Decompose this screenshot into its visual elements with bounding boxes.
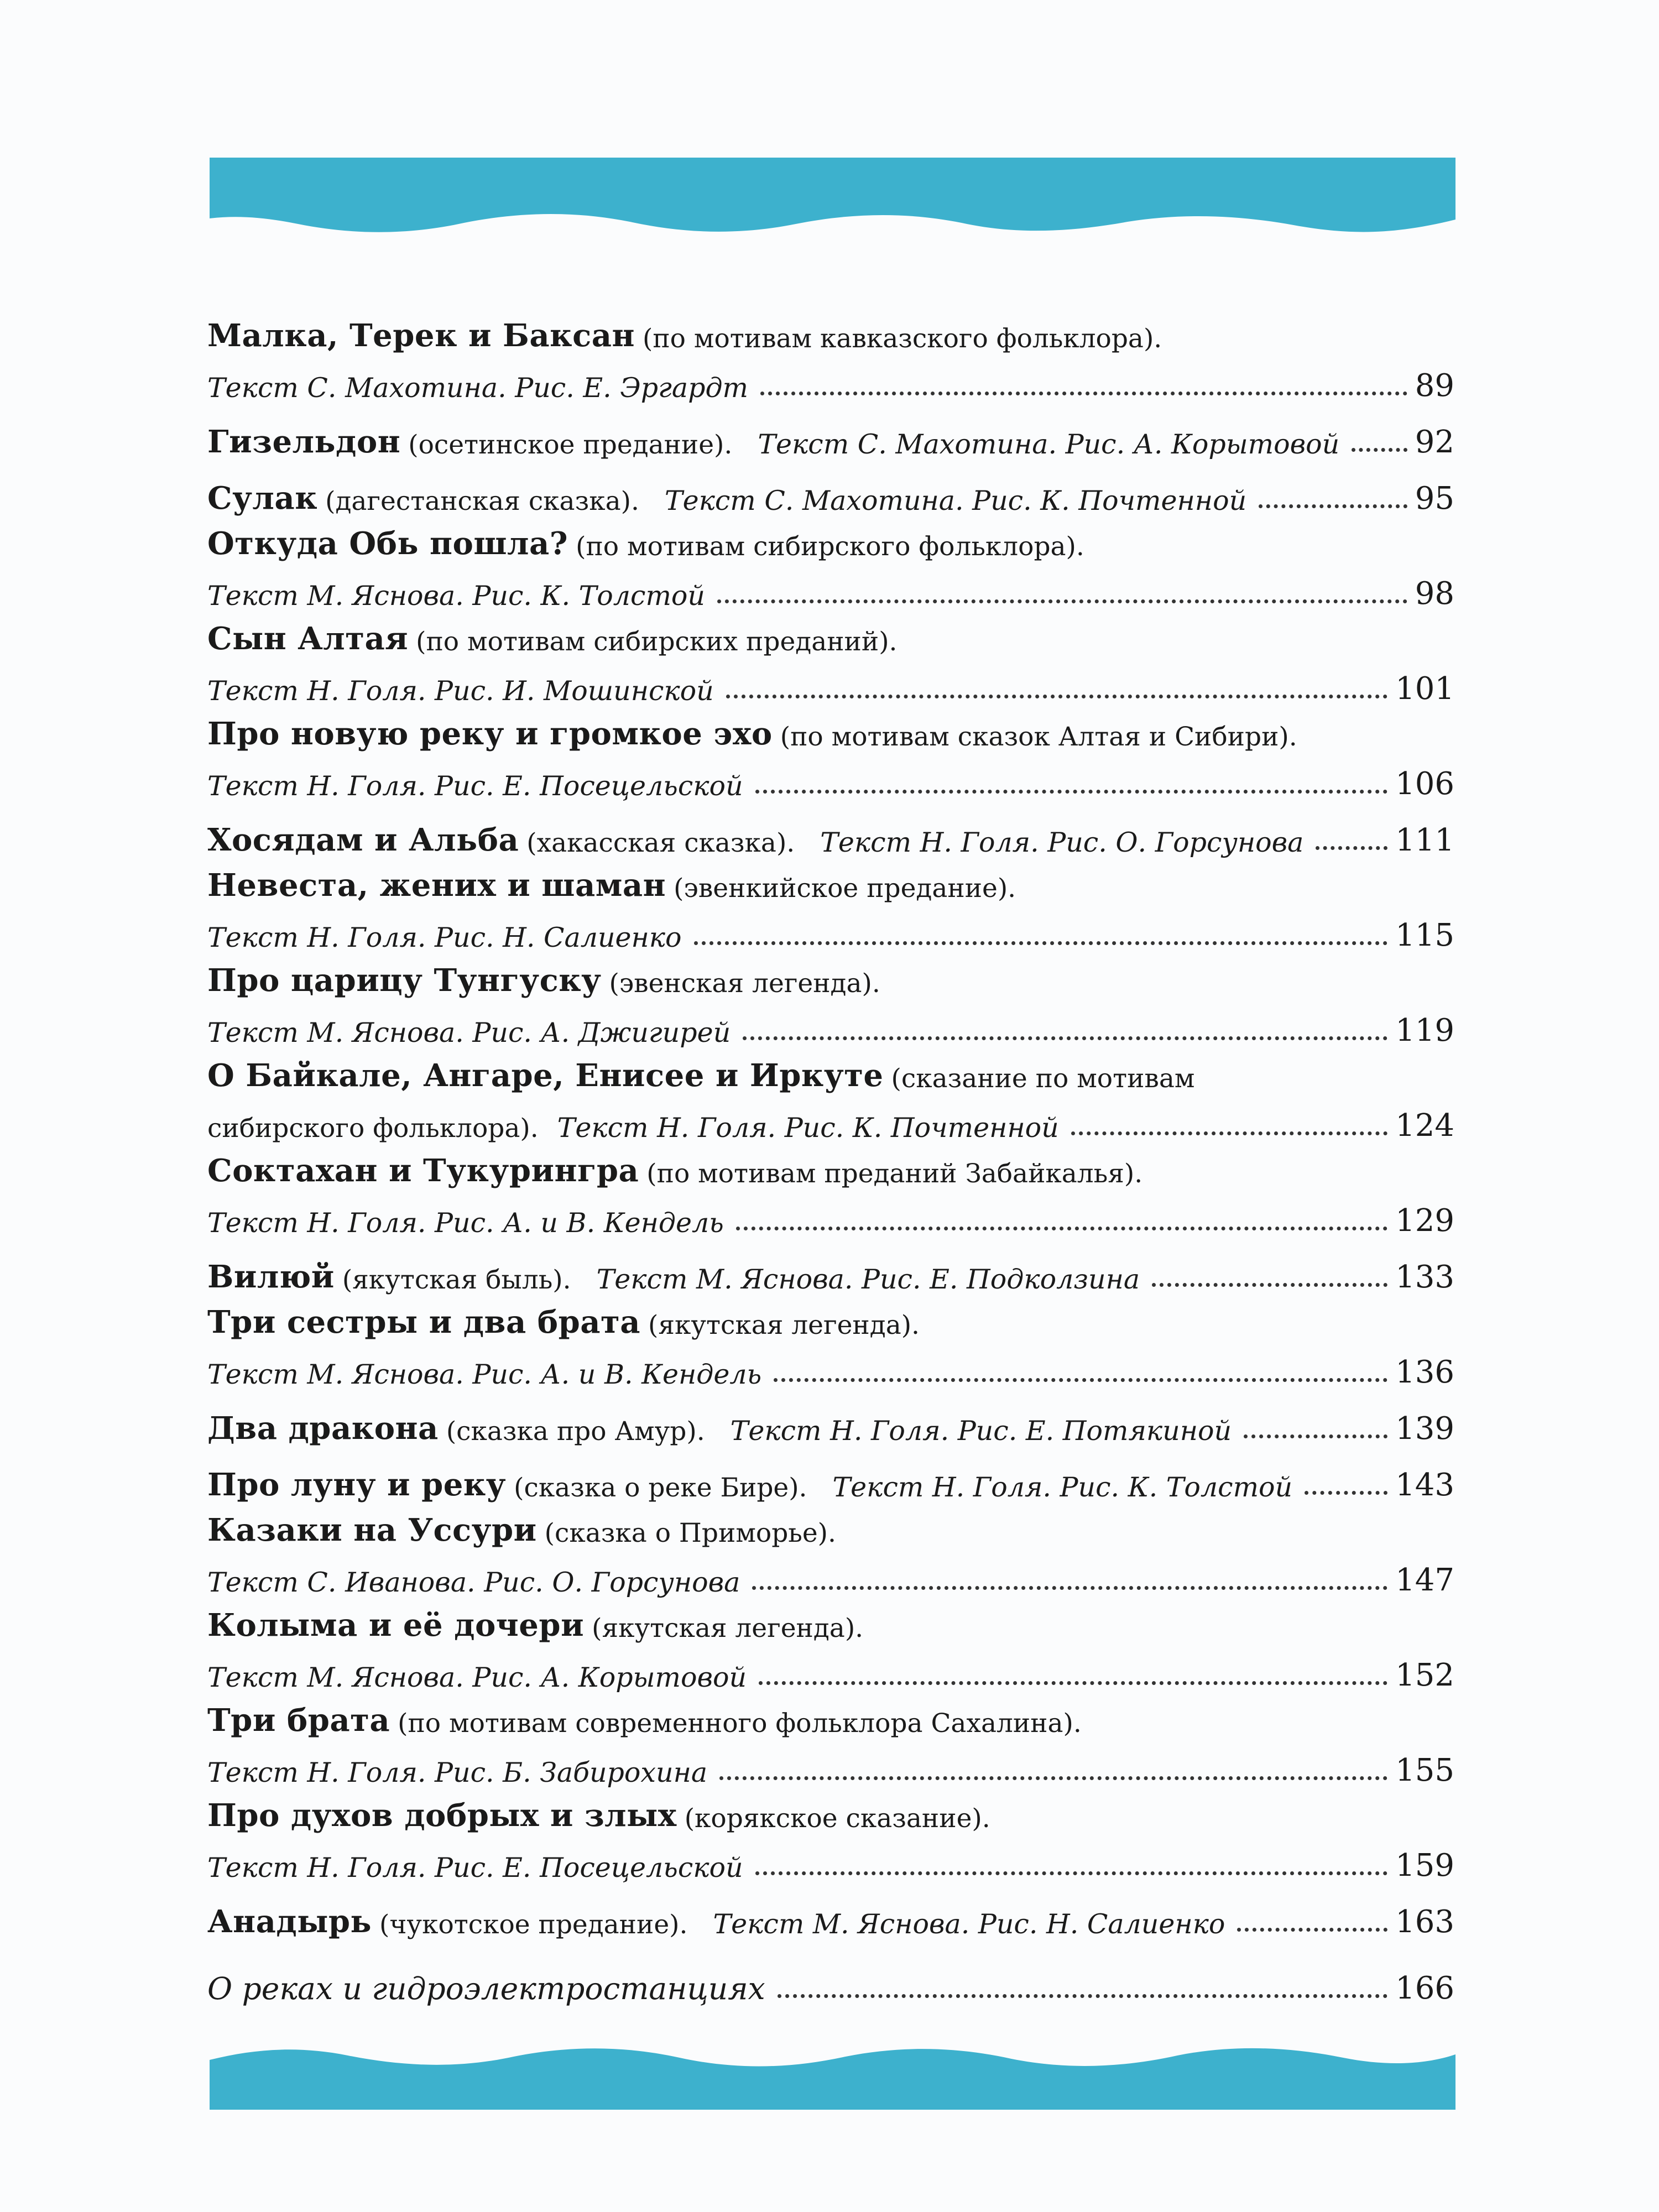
page-number: 129 bbox=[1395, 1203, 1454, 1239]
page-number: 89 bbox=[1415, 368, 1454, 404]
entry-credit: Текст М. Яснова. Рис. К. Толстой bbox=[207, 580, 705, 612]
toc-entry[interactable] bbox=[207, 802, 1454, 858]
entry-title: Вилюй bbox=[207, 1259, 335, 1295]
entry-genre: (якутская легенда). bbox=[592, 1613, 864, 1644]
entry-credit: Текст Н. Голя. Рис. И. Мошинской bbox=[207, 675, 714, 707]
leader-dots bbox=[1152, 1283, 1387, 1287]
entry-genre: (эвенская легенда). bbox=[609, 968, 880, 999]
toc-line-title bbox=[207, 858, 1454, 904]
entry-credit: Текст М. Яснова. Рис. Н. Салиенко bbox=[713, 1908, 1225, 1940]
entry-genre: (по мотивам сибирских преданий). bbox=[416, 627, 898, 657]
entry-genre: (эвенкийское предание). bbox=[674, 873, 1016, 904]
toc-line bbox=[207, 404, 1454, 460]
toc-line-title bbox=[207, 612, 1454, 657]
toc-line bbox=[207, 1239, 1454, 1295]
page-number: 133 bbox=[1395, 1259, 1454, 1295]
leader-dots bbox=[778, 1994, 1387, 1998]
entry-genre: (сказание по мотивам bbox=[891, 1063, 1195, 1094]
entry-title: Малка, Терек и Баксан bbox=[207, 317, 635, 354]
toc-entry[interactable] bbox=[207, 707, 1454, 802]
leader-dots bbox=[1071, 1131, 1387, 1135]
toc-line-credit bbox=[207, 999, 1454, 1048]
leader-dots bbox=[1237, 1928, 1387, 1932]
entry-credit: Текст Н. Голя. Рис. К. Толстой bbox=[832, 1472, 1293, 1503]
toc-entry[interactable] bbox=[207, 1048, 1454, 1144]
wave-shape bbox=[210, 2038, 1455, 2110]
toc-line-title bbox=[207, 1503, 1454, 1548]
toc-entry[interactable] bbox=[207, 1390, 1454, 1447]
entry-genre: (чукотское предание). bbox=[379, 1910, 688, 1940]
leader-dots bbox=[736, 1227, 1387, 1230]
decorative-wave-band-bottom bbox=[210, 2038, 1455, 2110]
entry-credit: Текст Н. Голя. Рис. Н. Салиенко bbox=[207, 922, 682, 953]
toc-line-credit bbox=[207, 354, 1454, 404]
page-number: 111 bbox=[1395, 822, 1454, 858]
toc-entry[interactable] bbox=[207, 1239, 1454, 1295]
page-number: 115 bbox=[1395, 917, 1454, 953]
table-of-contents bbox=[207, 309, 1454, 2006]
toc-line-title bbox=[207, 1788, 1454, 1834]
entry-credit: Текст Н. Голя. Рис. Е. Потякиной bbox=[730, 1415, 1232, 1447]
toc-line-credit bbox=[207, 1739, 1454, 1788]
entry-genre: (по мотивам кавказского фольклора). bbox=[642, 324, 1162, 354]
wave-shape bbox=[210, 158, 1455, 238]
toc-entry[interactable] bbox=[207, 404, 1454, 460]
toc-line-title bbox=[207, 1693, 1454, 1739]
toc-entry[interactable] bbox=[207, 309, 1454, 404]
toc-line-title bbox=[207, 1295, 1454, 1340]
decorative-wave-band-top bbox=[210, 158, 1455, 238]
entry-credit: Текст Н. Голя. Рис. К. Почтенной bbox=[557, 1112, 1059, 1144]
toc-entry[interactable] bbox=[207, 517, 1454, 612]
toc-entry[interactable] bbox=[207, 1295, 1454, 1390]
entry-title: Невеста, жених и шаман bbox=[207, 867, 666, 904]
leader-dots bbox=[1305, 1491, 1387, 1495]
entry-title: Про царицу Тунгуску bbox=[207, 962, 602, 999]
page-number: 139 bbox=[1395, 1411, 1454, 1447]
toc-entry[interactable] bbox=[207, 612, 1454, 707]
page-number: 92 bbox=[1415, 424, 1454, 460]
entry-credit: Текст М. Яснова. Рис. Е. Подколзина bbox=[596, 1264, 1140, 1295]
toc-entry[interactable] bbox=[207, 858, 1454, 953]
entry-title: Про луну и реку bbox=[207, 1467, 507, 1503]
page-number: 166 bbox=[1395, 1970, 1454, 2006]
page-number: 143 bbox=[1395, 1467, 1454, 1503]
entry-title: Анадырь bbox=[207, 1903, 372, 1940]
entry-title: Откуда Обь пошла? bbox=[207, 525, 568, 562]
toc-line-credit bbox=[207, 1644, 1454, 1693]
toc-line bbox=[207, 1447, 1454, 1503]
leader-dots bbox=[1244, 1434, 1387, 1438]
toc-line-credit bbox=[207, 1834, 1454, 1884]
entry-credit: Текст С. Махотина. Рис. А. Корытовой bbox=[758, 429, 1340, 460]
toc-entry[interactable] bbox=[207, 1693, 1454, 1788]
toc-entry[interactable] bbox=[207, 1598, 1454, 1693]
toc-entry[interactable] bbox=[207, 1503, 1454, 1598]
entry-title: Два дракона bbox=[207, 1410, 439, 1447]
entry-title: Три брата bbox=[207, 1702, 390, 1739]
page-number: 106 bbox=[1395, 766, 1454, 802]
entry-title: Казаки на Уссури bbox=[207, 1512, 537, 1548]
entry-credit: Текст С. Махотина. Рис. К. Почтенной bbox=[664, 485, 1247, 517]
entry-genre: (дагестанская сказка). bbox=[325, 486, 639, 517]
leader-dots bbox=[752, 1586, 1387, 1590]
entry-credit: Текст Н. Голя. Рис. Е. Посецельской bbox=[207, 770, 743, 802]
entry-credit: Текст Н. Голя. Рис. Е. Посецельской bbox=[207, 1852, 743, 1884]
entry-title: Хосядам и Альба bbox=[207, 822, 519, 858]
toc-line-title bbox=[207, 707, 1454, 752]
toc-entry[interactable] bbox=[207, 1950, 1454, 2006]
entry-genre: (по мотивам сказок Алтая и Сибири). bbox=[780, 722, 1297, 752]
page-number: 95 bbox=[1415, 481, 1454, 517]
entry-title: Про духов добрых и злых bbox=[207, 1797, 677, 1834]
leader-dots bbox=[717, 599, 1407, 603]
toc-entry[interactable] bbox=[207, 1447, 1454, 1503]
leader-dots bbox=[1259, 504, 1407, 508]
entry-genre: (якутская быль). bbox=[342, 1265, 571, 1295]
leader-dots bbox=[1316, 846, 1387, 850]
leader-dots bbox=[755, 790, 1388, 794]
toc-entry[interactable] bbox=[207, 1788, 1454, 1884]
leader-dots bbox=[743, 1036, 1387, 1040]
entry-credit: Текст С. Махотина. Рис. Е. Эргардт bbox=[207, 372, 749, 404]
toc-line-credit bbox=[207, 1340, 1454, 1390]
toc-line-credit bbox=[207, 904, 1454, 953]
leader-dots bbox=[760, 392, 1407, 395]
toc-entry[interactable] bbox=[207, 460, 1454, 517]
toc-entry[interactable] bbox=[207, 953, 1454, 1048]
page-number: 98 bbox=[1415, 576, 1454, 612]
entry-title: О реках и гидроэлектростанциях bbox=[207, 1971, 765, 2006]
entry-genre: (сказка про Амур). bbox=[446, 1416, 705, 1447]
toc-line bbox=[207, 1390, 1454, 1447]
toc-line-credit bbox=[207, 657, 1454, 707]
entry-genre: (сказка о реке Бире). bbox=[514, 1473, 807, 1503]
page-number: 124 bbox=[1395, 1108, 1454, 1144]
entry-genre: (по мотивам преданий Забайкалья). bbox=[646, 1159, 1143, 1189]
entry-genre: (осетинское предание). bbox=[408, 430, 733, 460]
entry-credit: Текст С. Иванова. Рис. О. Горсунова bbox=[207, 1567, 740, 1598]
entry-genre: (корякское сказание). bbox=[684, 1803, 990, 1834]
entry-title: Гизельдон bbox=[207, 424, 401, 460]
toc-entry[interactable] bbox=[207, 1884, 1454, 1940]
leader-dots bbox=[1352, 448, 1407, 452]
entry-credit: Текст М. Яснова. Рис. А. и В. Кендель bbox=[207, 1359, 762, 1390]
leader-dots bbox=[774, 1378, 1387, 1382]
page-number: 163 bbox=[1395, 1904, 1454, 1940]
toc-line-title bbox=[207, 517, 1454, 562]
entry-credit: Текст Н. Голя. Рис. Б. Забирохина bbox=[207, 1757, 708, 1788]
entry-credit: Текст М. Яснова. Рис. А. Корытовой bbox=[207, 1662, 747, 1693]
entry-genre: (хакасская сказка). bbox=[526, 828, 795, 858]
entry-genre: (якутская легенда). bbox=[648, 1310, 920, 1340]
entry-title: Сулак bbox=[207, 480, 318, 517]
toc-line-title bbox=[207, 1144, 1454, 1189]
page-number: 159 bbox=[1395, 1848, 1454, 1884]
toc-line-title bbox=[207, 1598, 1454, 1644]
toc-line-credit bbox=[207, 1548, 1454, 1598]
toc-line-title bbox=[207, 953, 1454, 999]
entry-genre: (по мотивам сибирского фольклора). bbox=[576, 531, 1084, 562]
leader-dots bbox=[719, 1776, 1387, 1780]
toc-line-title bbox=[207, 309, 1454, 354]
toc-line-credit bbox=[207, 1189, 1454, 1239]
page-number: 147 bbox=[1395, 1562, 1454, 1598]
toc-line bbox=[207, 460, 1454, 517]
toc-line-credit bbox=[207, 562, 1454, 612]
toc-line-credit bbox=[207, 752, 1454, 802]
entry-title: Сын Алтая bbox=[207, 620, 409, 657]
leader-dots bbox=[726, 695, 1387, 698]
page-number: 155 bbox=[1395, 1752, 1454, 1788]
toc-line bbox=[207, 1950, 1454, 2006]
toc-line bbox=[207, 1884, 1454, 1940]
entry-title: Про новую реку и громкое эхо bbox=[207, 716, 773, 752]
toc-line-credit bbox=[207, 1094, 1454, 1144]
entry-title: Соктахан и Тукурингра bbox=[207, 1152, 639, 1189]
entry-genre: (сказка о Приморье). bbox=[544, 1518, 836, 1548]
page-number: 101 bbox=[1395, 671, 1454, 707]
toc-line bbox=[207, 802, 1454, 858]
entry-title: Колыма и её дочери bbox=[207, 1607, 585, 1644]
leader-dots bbox=[694, 941, 1388, 945]
toc-entry[interactable] bbox=[207, 1144, 1454, 1239]
page-number: 152 bbox=[1395, 1657, 1454, 1693]
page-number: 119 bbox=[1395, 1013, 1454, 1048]
leader-dots bbox=[759, 1681, 1387, 1685]
toc-line-title bbox=[207, 1048, 1454, 1094]
entry-genre: (по мотивам современного фольклора Сахалина). bbox=[398, 1708, 1082, 1739]
entry-title: Три сестры и два брата bbox=[207, 1304, 640, 1340]
entry-credit: Текст Н. Голя. Рис. О. Горсунова bbox=[820, 827, 1304, 858]
entry-title: О Байкале, Ангаре, Енисее и Иркуте bbox=[207, 1057, 884, 1094]
entry-credit: Текст М. Яснова. Рис. А. Джигирей bbox=[207, 1017, 731, 1048]
entry-genre-continued: сибирского фольклора). bbox=[207, 1113, 539, 1144]
leader-dots bbox=[755, 1871, 1388, 1875]
entry-credit: Текст Н. Голя. Рис. А. и В. Кендель bbox=[207, 1207, 724, 1239]
page-number: 136 bbox=[1395, 1354, 1454, 1390]
